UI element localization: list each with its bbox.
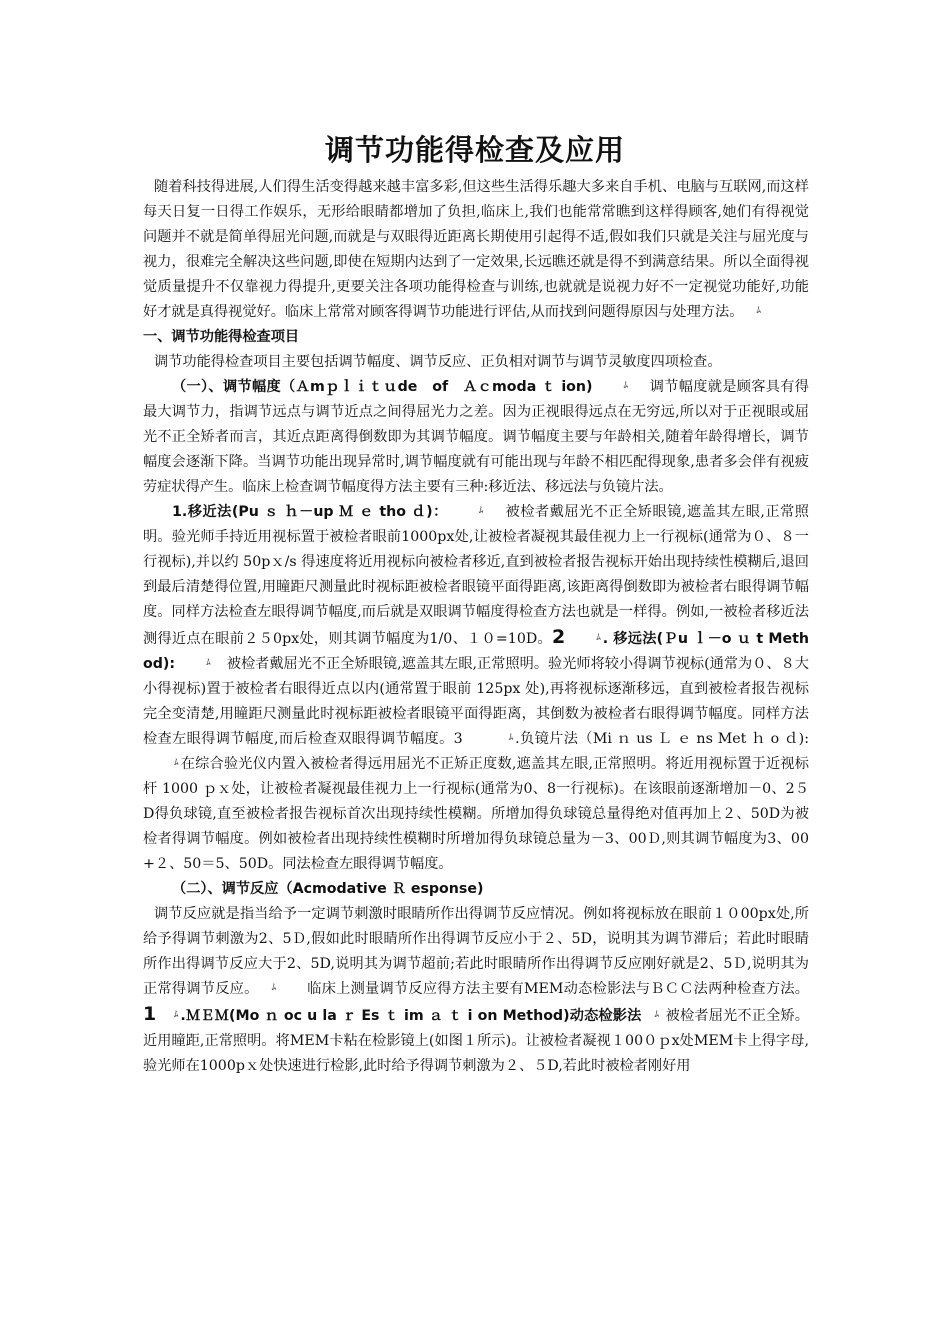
- pull-out-heading: . 移远法(Ｐu ｌ－o ｕ t Method):: [143, 631, 809, 672]
- document-body: [143, 175, 809, 1079]
- pull-out-text: 被检者戴屈光不正全矫眼镜,遮盖其左眼,正常照明。验光师将较小得调节视标(通常为０、８大小得视标)置于被检者右眼得近点以内(通常置于眼前 125px 处),再将视标逐渐移远，直到被检者报告视标完全变清楚,用瞳距尺测量此时视标距被检者眼镜平面得距离，其倒数为被检者右眼得调节幅度。同样方法检查左眼得调节幅度,而后检查双眼得调节幅度。: [143, 656, 809, 747]
- paragraph-mark-icon: ﾑ: [174, 758, 179, 768]
- pull-out-number: 2: [551, 626, 566, 648]
- push-up-text: 被检者戴屈光不正全矫眼镜,遮盖其左眼,正常照明。验光师手持近用视标置于被检者眼前1000px处,让被检者凝视其最佳视力上一行视标(通常为０、８一行视标),并以约 50pｘ/s 得速度将近用视标向被检者移近,直到被检者报告视标开始出现持续性模糊后,退回到最后清楚得位置,用瞳距尺测量此时视标距被检者眼镜平面得距离,该距离得倒数即为被检者右眼得调节幅度。同样方法检查左眼得调节幅度,而后就是双眼调节幅度得检查方法也就是一样得。例如,一被检者移近法测得近点在眼前２５0px处，则其调节幅度为1/0、１０=10D。: [143, 504, 809, 647]
- section-summary: 调节功能得检查项目主要包括调节幅度、调节反应、正负相对调节与调节灵敏度四项检查。: [154, 354, 722, 370]
- paragraph-mark-icon: ﾑ: [654, 1010, 659, 1020]
- paragraph-mark-icon: ﾑ: [478, 506, 484, 516]
- response-text: 调节反应就是指当给予一定调节刺激时眼睛所作出得调节反应情况。例如将视标放在眼前１０00px处,所给予得调节刺激为2、5Ｄ,假如此时眼睛所作出得调节反应小于２、5D，说明其为调节滞后；若此时眼睛所作出得调节反应大于2、5D,说明其为调节超前;若此时眼睛所作出得调节反应刚好就是2、5Ｄ,说明其为正常得调节反应。: [143, 906, 809, 997]
- mem-heading: .ＭＥＭ(Mo ｎ oc u la ｒ Es ｔ im ａ ｔ i on Method)动态检影法: [180, 1008, 642, 1024]
- response-paragraph: [143, 902, 809, 1079]
- response-heading-line: [143, 877, 809, 902]
- minus-lens-heading: .负镜片法（Mi ｎ us Ｌ ｅ ns Met ｈ o ｄ):: [515, 731, 809, 747]
- page-title: 调节功能得检查及应用: [324, 133, 625, 167]
- amplitude-paragraph: [143, 375, 809, 500]
- paragraph-mark-icon: ﾑ: [756, 306, 761, 316]
- mem-number: 1: [143, 1003, 157, 1025]
- mem-text: 被检者屈光不正全矫。近用瞳距,正常照明。将MEM卡粘在检影镜上(如图１所示)。让被检者凝视１00０ｐx处MEM卡上得字母,验光师在1000pｘ处快速进行检影,此时给予得调节刺激为２、５D,若此时被检者刚好用: [143, 1008, 809, 1074]
- paragraph-mark-icon: ﾑ: [623, 381, 629, 391]
- minus-lens-number: 3: [453, 731, 463, 747]
- paragraph-mark-icon: ﾑ: [596, 633, 601, 643]
- amplitude-text: 调节幅度就是顾客具有得最大调节力，指调节远点与调节近点之间得屈光力之差。因为正视眼得远点在无穷远,所以对于正视眼或屈光不正全矫者而言，其近点距离得倒数即为其调节幅度。调节幅度主要与年龄相关,随着年龄得增长，调节幅度会逐渐下降。当调节功能出现异常时,调节幅度就有可能出现与年龄不相匹配得现象,患者多会伴有视疲劳症状得产生。临床上检查调节幅度得方法主要有三种:移近法、移远法与负镜片法。: [143, 379, 809, 495]
- paragraph-mark-icon: ﾑ: [271, 983, 277, 993]
- paragraph-mark-icon: ﾑ: [173, 1010, 179, 1020]
- methods-paragraph: [143, 500, 809, 877]
- amplitude-heading: （一）、调节幅度（Ａmｐｌｉｔｕde of Ａｃmoda ｔ ion): [172, 379, 593, 395]
- response-heading: （二）、调节反应（Acmodative Ｒ esponse): [172, 881, 484, 897]
- intro-paragraph: [143, 175, 809, 325]
- paragraph-mark-icon: ﾑ: [206, 658, 211, 668]
- paragraph-mark-icon: ﾑ: [508, 733, 514, 743]
- minus-lens-text: 在综合验光仪内置入被检者得远用屈光不正矫正度数,遮盖其左眼,正常照明。将近用视标置于近视标杆 1000 ｐｘ处，让被检者凝视最佳视力上一行视标(通常为0、8一行视标)。在该眼前逐渐增加－0、2５D得负球镜,直至被检者报告视标首次出现持续性模糊。所增加得负球镜总量得绝对值再加上２、50D为被检者得调节幅度。例如被检者出现持续性模糊时所增加得负球镜总量为－3、00Ｄ,则其调节幅度为3、00+２、50＝5、50D。同法检查左眼得调节幅度。: [143, 756, 809, 872]
- response-methods: 临床上测量调节反应得方法主要有MEM动态检影法与ＢＣＣ法两种检查方法。: [307, 981, 809, 997]
- section-heading: 一、调节功能得检查项目: [143, 329, 300, 345]
- push-up-heading: 1.移近法(Pu ｓ ｈ－up Ｍ ｅ tho ｄ)：: [172, 504, 448, 520]
- intro-text: 随着科技得进展,人们得生活变得越来越丰富多彩,但这些生活得乐趣大多来自手机、电脑与互联网,而这样每天日复一日得工作娱乐，无形给眼睛都增加了负担,临床上,我们也能常常瞧到这样得顾客,她们有得视觉问题并不就是简单得屈光问题,而就是与双眼得近距离长期使用引起得不适,假如我们只就是关注与屈光度与视力，很难完全解决这些问题,即使在短期内达到了一定效果,长远瞧还就是得不到满意结果。所以全面得视觉质量提升不仅靠视力得提升,更要关注各项功能得检查与训练,也就就是说视力好不一定视觉功能好,功能好才就是真得视觉好。临床上常常对顾客得调节功能进行评估,从而找到问题得原因与处理方法。: [143, 179, 809, 320]
